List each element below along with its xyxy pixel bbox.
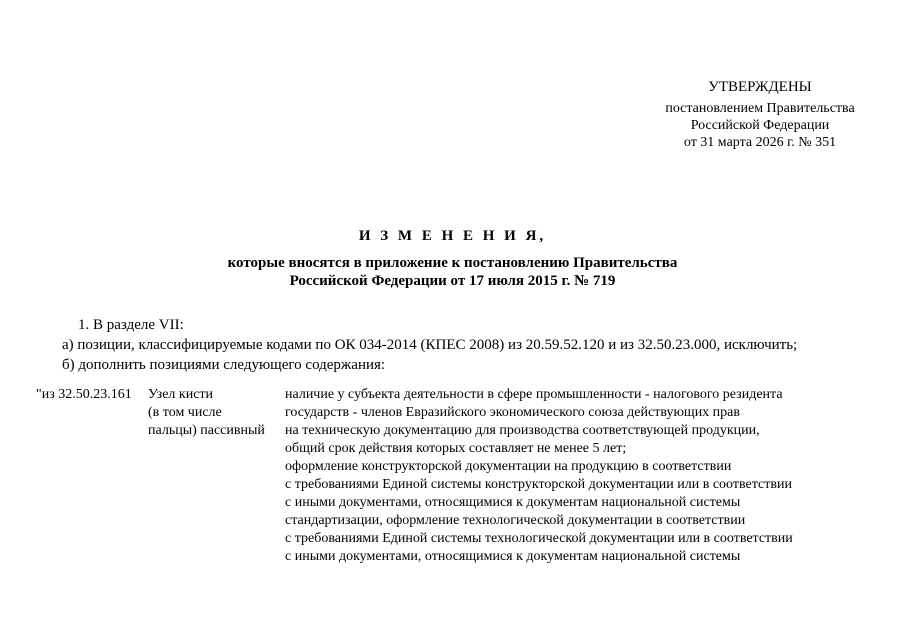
position-name [148,386,286,440]
document-subtitle: Российской Федерации от 17 июля 2015 г. № 719 [289,273,616,289]
name-line: (в том числе [148,405,222,420]
requirement-line: стандартизации, оформление технологической документации в соответствии [285,513,746,528]
name-line: Узел кисти [148,387,214,402]
approval-line: Российской Федерации [690,118,830,133]
document-subtitle: которые вносятся в приложение к постановлению Правительства [227,255,678,271]
requirement-line: с иными документами, относящимися к документам национальной системы [285,549,741,564]
position-requirements [285,386,875,566]
requirement-line: государств - членов Евразийского экономического союза действующих прав [285,405,740,420]
name-line: пальцы) пассивный [148,423,265,438]
intro-section [62,315,882,375]
document-heading [0,227,905,290]
requirement-line: общий срок действия которых составляет не менее 5 лет; [285,441,627,456]
position-code: "из 32.50.23.161 [36,387,132,402]
section-item: 1. В разделе VII: [78,317,184,333]
document-title: И З М Е Н Е Н И Я, [358,228,547,244]
requirement-line: с требованиями Единой системы технологической документации или в соответствии [285,531,793,546]
section-item: б) дополнить позициями следующего содержания: [62,357,386,373]
approval-stamp [640,78,880,151]
section-item: а) позиции, классифицируемые кодами по ОК 034-2014 (КПЕС 2008) из 20.59.52.120 и из 32.50.23.000, исключить; [62,337,798,353]
requirement-line: наличие у субъекта деятельности в сфере промышленности - налогового резидента [285,387,783,402]
requirement-line: на техническую документацию для производства соответствующей продукции, [285,423,760,438]
requirement-line: с иными документами, относящимися к документам национальной системы [285,495,741,510]
requirement-line: с требованиями Единой системы конструкторской документации или в соответствии [285,477,792,492]
requirement-line: оформление конструкторской документации на продукцию в соответствии [285,459,732,474]
approval-title: УТВЕРЖДЕНЫ [708,79,812,95]
approval-line: постановлением Правительства [665,101,855,116]
approval-line: от 31 марта 2026 г. № 351 [683,135,837,150]
